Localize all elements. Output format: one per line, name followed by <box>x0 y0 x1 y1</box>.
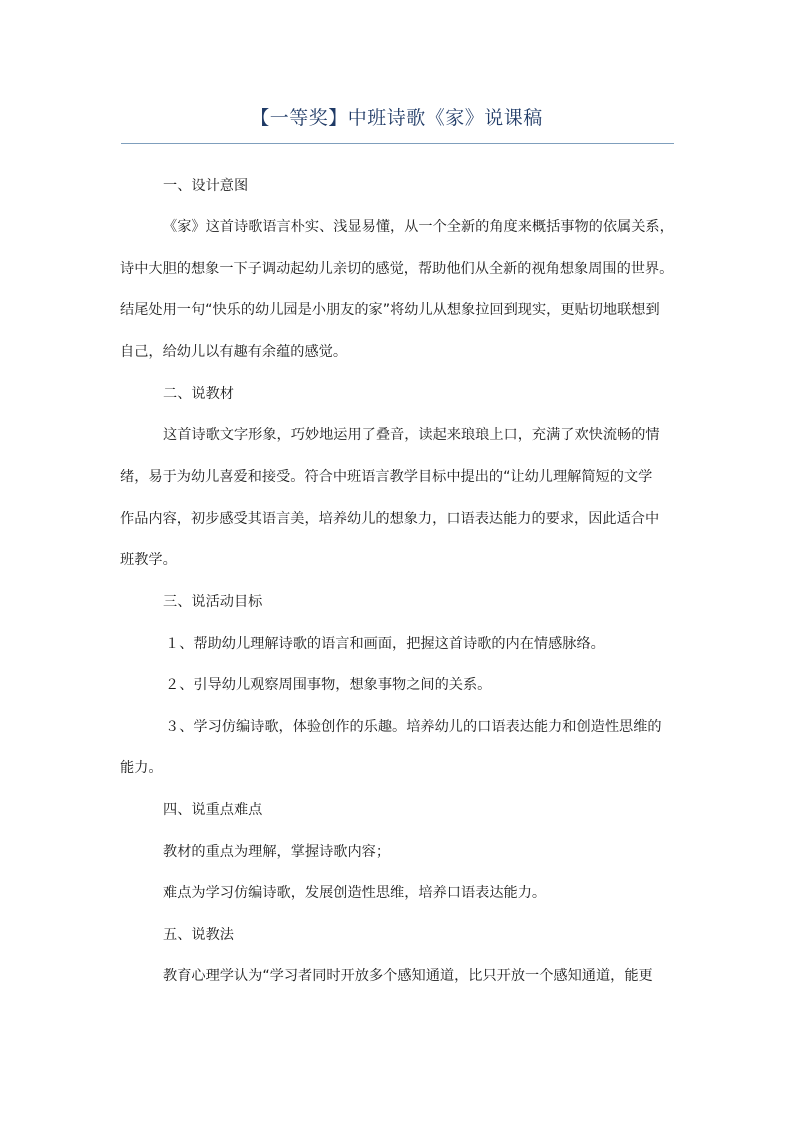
paragraph-line: 能力。 <box>120 760 163 776</box>
section-heading: 三、说活动目标 <box>163 594 263 610</box>
title-underline <box>121 143 674 144</box>
section-heading: 二、说教材 <box>163 386 234 402</box>
paragraph-line: 诗中大胆的想象一下子调动起幼儿亲切的感觉，帮助他们从全新的视角想象周围的世界。 <box>120 261 674 277</box>
list-item: ２、引导幼儿观察周围事物，想象事物之间的关系。 <box>165 677 492 693</box>
paragraph-line: 教育心理学认为“学习者同时开放多个感知通道，比只开放一个感知通道，能更 <box>163 968 653 984</box>
paragraph-line: 绪，易于为幼儿喜爱和接受。符合中班语言教学目标中提出的“让幼儿理解简短的文学 <box>120 469 653 485</box>
paragraph-line: 作品内容，初步感受其语言美，培养幼儿的想象力，口语表达能力的要求，因此适合中 <box>120 511 660 527</box>
list-item: １、帮助幼儿理解诗歌的语言和画面，把握这首诗歌的内在情感脉络。 <box>165 636 605 652</box>
section-heading: 四、说重点难点 <box>163 802 263 818</box>
section-heading: 一、设计意图 <box>163 178 249 194</box>
paragraph-line: 教材的重点为理解，掌握诗歌内容； <box>163 844 391 860</box>
paragraph-line: 这首诗歌文字形象，巧妙地运用了叠音，读起来琅琅上口，充满了欢快流畅的情 <box>163 427 660 443</box>
paragraph-line: 难点为学习仿编诗歌，发展创造性思维，培养口语表达能力。 <box>163 885 547 901</box>
document-title: 【一等奖】中班诗歌《家》说课稿 <box>250 107 543 129</box>
paragraph-line: 结尾处用一句“快乐的幼儿园是小朋友的家”将幼儿从想象拉回到现实，更贴切地联想到 <box>120 302 660 318</box>
paragraph-line: 自己，给幼儿以有趣有余蕴的感觉。 <box>120 344 348 360</box>
paragraph-line: 班教学。 <box>120 552 177 568</box>
section-heading: 五、说教法 <box>163 927 234 943</box>
list-item: ３、学习仿编诗歌，体验创作的乐趣。培养幼儿的口语表达能力和创造性思维的 <box>165 719 662 735</box>
paragraph-line: 《家》这首诗歌语言朴实、浅显易懂，从一个全新的角度来概括事物的依属关系， <box>163 219 674 235</box>
